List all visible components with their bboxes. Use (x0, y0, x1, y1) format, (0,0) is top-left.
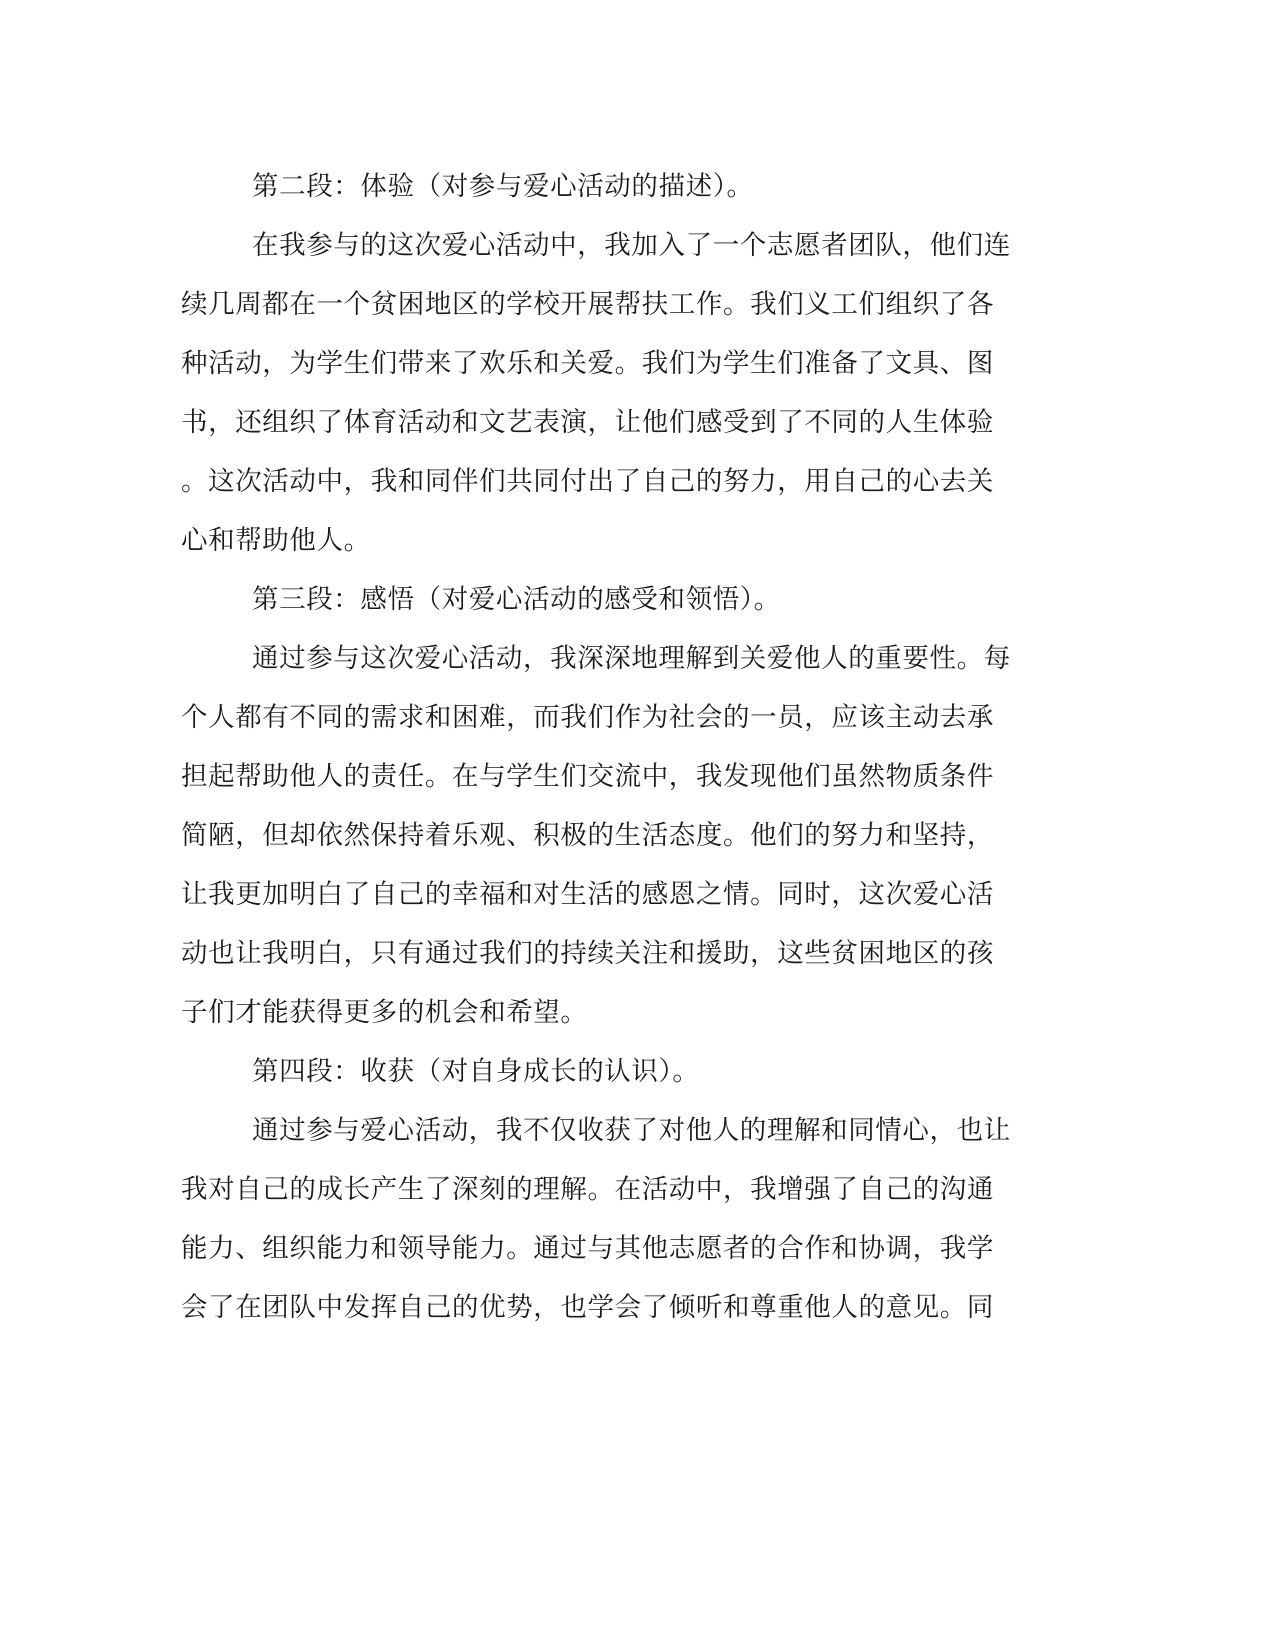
section-heading-2: 第二段：体验（对参与爱心活动的描述）。 (252, 171, 754, 202)
paragraph-line: 续几周都在一个贫困地区的学校开展帮扶工作。我们义工们组织了各 (181, 289, 994, 320)
document-body (181, 157, 1031, 1337)
section-heading-3: 第三段：感悟（对爱心活动的感受和领悟）。 (252, 584, 781, 615)
paragraph-line: 会了在团队中发挥自己的优势，也学会了倾听和尊重他人的意见。同 (181, 1292, 994, 1323)
paragraph-line: 书，还组织了体育活动和文艺表演，让他们感受到了不同的人生体验 (181, 407, 994, 438)
paragraph-line: 。这次活动中，我和同伴们共同付出了自己的努力，用自己的心去关 (181, 466, 994, 497)
section-heading-4: 第四段：收获（对自身成长的认识）。 (252, 1056, 700, 1087)
paragraph-line: 我对自己的成长产生了深刻的理解。在活动中，我增强了自己的沟通 (181, 1174, 994, 1205)
paragraph-line: 简陋，但却依然保持着乐观、积极的生活态度。他们的努力和坚持， (181, 820, 994, 851)
paragraph-line: 通过参与爱心活动，我不仅收获了对他人的理解和同情心，也让 (252, 1115, 1011, 1146)
paragraph-line: 心和帮助他人。 (181, 525, 371, 556)
paragraph-line: 能力、组织能力和领导能力。通过与其他志愿者的合作和协调，我学 (181, 1233, 994, 1264)
paragraph-line: 让我更加明白了自己的幸福和对生活的感恩之情。同时，这次爱心活 (181, 879, 994, 910)
paragraph-line: 子们才能获得更多的机会和希望。 (181, 997, 588, 1028)
paragraph-line: 动也让我明白，只有通过我们的持续关注和援助，这些贫困地区的孩 (181, 938, 994, 969)
paragraph-line: 担起帮助他人的责任。在与学生们交流中，我发现他们虽然物质条件 (181, 761, 994, 792)
paragraph-line: 种活动，为学生们带来了欢乐和关爱。我们为学生们准备了文具、图 (181, 348, 994, 379)
paragraph-line: 个人都有不同的需求和困难，而我们作为社会的一员，应该主动去承 (181, 702, 994, 733)
paragraph-line: 通过参与这次爱心活动，我深深地理解到关爱他人的重要性。每 (252, 643, 1011, 674)
paragraph-line: 在我参与的这次爱心活动中，我加入了一个志愿者团队，他们连 (252, 230, 1011, 261)
